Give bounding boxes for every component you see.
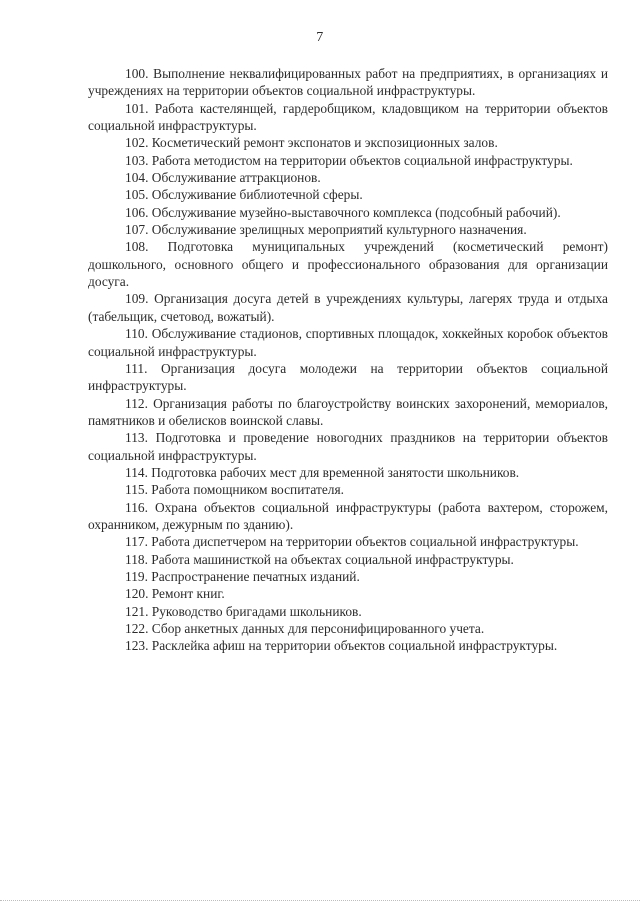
list-item: 120. Ремонт книг. bbox=[125, 586, 225, 602]
list-item: 113. Подготовка и проведение новогодних праздников на территории объектов социальной инфраструктуры. bbox=[88, 430, 608, 463]
document-body bbox=[88, 65, 608, 655]
list-item: 119. Распространение печатных изданий. bbox=[125, 568, 360, 584]
list-item: 101. Работа кастелянщей, гардеробщиком, кладовщиком на территории объектов социальной инфраструктуры. bbox=[88, 100, 608, 134]
bottom-edge-divider bbox=[0, 900, 640, 901]
list-item: 116. Охрана объектов социальной инфраструктуры (работа вахтером, сторожем, охранником, дежурным по зданию). bbox=[88, 499, 608, 532]
list-item: 111. Организация досуга молодежи на территории объектов социальной инфраструктуры. bbox=[88, 360, 608, 394]
list-item: 117. Работа диспетчером на территории объектов социальной инфраструктуры. bbox=[125, 534, 579, 550]
list-item: 121. Руководство бригадами школьников. bbox=[125, 603, 362, 619]
list-item: 103. Работа методистом на территории объектов социальной инфраструктуры. bbox=[125, 152, 573, 168]
page-number: 7 bbox=[316, 30, 324, 45]
list-item: 108. Подготовка муниципальных учреждений (косметический ремонт) дошкольного, основного общего и профессионального образования для организации досуга. bbox=[88, 239, 608, 290]
list-item: 122. Сбор анкетных данных для персонифицированного учета. bbox=[125, 621, 485, 636]
list-item: 114. Подготовка рабочих мест для временной занятости школьников. bbox=[125, 464, 520, 480]
list-item: 106. Обслуживание музейно-выставочного комплекса (подсобный рабочий). bbox=[125, 204, 561, 220]
list-item: 112. Организация работы по благоустройству воинских захоронений, мемориалов, памятников и обелисков воинской славы. bbox=[88, 395, 608, 428]
list-item: 110. Обслуживание стадионов, спортивных площадок, хоккейных коробок объектов социальной инфраструктуры. bbox=[88, 326, 608, 359]
list-item: 118. Работа машинисткой на объектах социальной инфраструктуры. bbox=[125, 551, 514, 567]
list-item: 109. Организация досуга детей в учреждениях культуры, лагерях труда и отдыха (табельщик, счетовод, вожатый). bbox=[88, 291, 608, 324]
list-item: 115. Работа помощником воспитателя. bbox=[125, 482, 344, 498]
list-item: 123. Расклейка афиш на территории объектов социальной инфраструктуры. bbox=[125, 638, 558, 654]
list-item: 105. Обслуживание библиотечной сферы. bbox=[125, 187, 363, 203]
list-item: 104. Обслуживание аттракционов. bbox=[125, 170, 321, 186]
list-item: 107. Обслуживание зрелищных мероприятий культурного назначения. bbox=[125, 222, 527, 238]
list-item: 100. Выполнение неквалифицированных работ на предприятиях, в организациях и учреждениях на территории объектов социальной инфраструктуры. bbox=[88, 66, 608, 99]
list-item: 102. Косметический ремонт экспонатов и экспозиционных залов. bbox=[125, 135, 498, 151]
